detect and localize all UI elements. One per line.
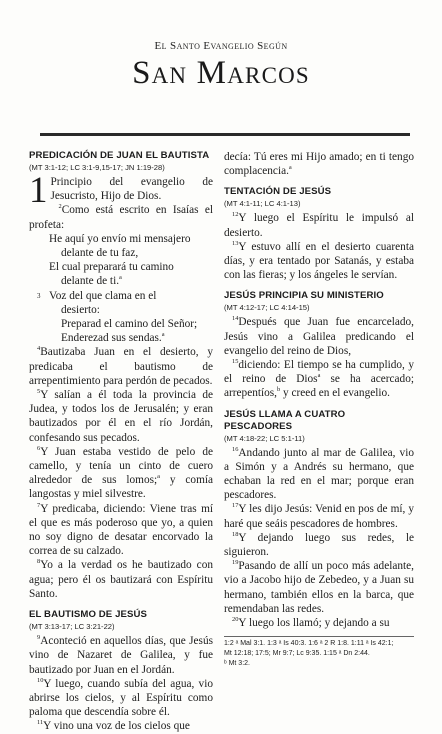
verse-text: y comía langostas y miel silvestre.: [29, 474, 214, 501]
verse-text: Andando junto al mar de Galilea, vio a Simón y a Andrés su hermano, que echaban la red en el mar; porque eran pescadores.: [224, 446, 414, 502]
verse-1: [29, 170, 213, 211]
section-title: PREDICACIÓN DE JUAN EL BAUTISTA: [29, 150, 210, 161]
verse-4: [29, 345, 213, 388]
verse-number: 15: [232, 358, 239, 366]
verse-number: 10: [37, 676, 44, 684]
verse-text: Principio del evangelio de Jesucristo, Hijo de Dios.: [50, 176, 213, 203]
footnote-marker: a: [288, 164, 292, 172]
verse-2: [29, 203, 213, 231]
verse-18: [224, 531, 414, 559]
verse-10: [29, 677, 213, 720]
poem-line: desierto:: [61, 303, 100, 316]
verse-number: 11: [37, 719, 44, 727]
section-references: (MT 3:1-12; LC 3:1-9,15-17; JN 1:19-28): [29, 163, 165, 172]
poem-line: Voz del que clama en el: [49, 289, 157, 302]
verse-text: Después que Juan fue encarcelado, Jesús vino a Galilea predicando el evangelio del reino de Dios,: [224, 316, 414, 357]
section-references: (MT 4:1-11; LC 4:1-13): [224, 199, 301, 209]
verse-9: [29, 634, 213, 677]
poem-quote-a: [29, 232, 213, 289]
verse-text: Y vino una voz de los cielos que: [43, 720, 190, 733]
footnote-marker: a: [157, 473, 160, 481]
left-column: [29, 150, 213, 734]
verse-17: [224, 502, 414, 530]
poem-line-text: delante de ti.: [61, 275, 120, 288]
header-rule: [40, 133, 410, 136]
footnote-line: 1:2 ᵃ Mal 3:1. 1:3 ᵃ Is 40:3. 1:6 ᵃ 2 R 1:8. 1:11 ᵃ Is 42:1;: [224, 640, 394, 648]
verse-text: diciendo: El tiempo se ha cumplido, y el reino de Dios: [224, 359, 414, 386]
book-title: San Marcos: [132, 55, 310, 91]
verse-20: [224, 616, 414, 630]
page-header: [0, 40, 442, 91]
footnotes: [224, 637, 414, 669]
verse-number: 18: [232, 531, 239, 539]
verse-number: 3: [37, 291, 41, 300]
verse-text: decía: Tú eres mi Hijo amado; en ti tengo complacencia.: [224, 151, 414, 178]
verse-text: Y Juan estaba vestido de pelo de camello, y tenía un cinto de cuero alrededor de sus lomos;: [29, 445, 213, 487]
section-title: EL BAUTISMO DE JESÚS: [29, 609, 148, 621]
verse-number: 20: [232, 616, 239, 624]
verse-number: 12: [232, 211, 239, 219]
verse-text: se ha acercado; arrepentíos,: [224, 373, 414, 400]
verse-text: Pasando de allí un poco más adelante, vio a Jacobo hijo de Zebedeo, y a Juan su hermano, también ellos en la barca, que remendaban las redes.: [224, 560, 414, 615]
verse-number: 14: [232, 315, 239, 323]
verse-text: Y dejando luego sus redes, le siguieron.: [224, 531, 414, 559]
poem-line: El cual preparará tu camino: [49, 261, 174, 274]
verse-text: Aconteció en aquellos días, que Jesús vino de Nazaret de Galilea, y fue bautizado por Juan en el Jordán.: [29, 635, 213, 676]
poem-line-text: Enderezad sus sendas.: [61, 332, 162, 345]
section-title: JESÚS LLAMA A CUATRO PESCADORES: [224, 408, 346, 432]
verse-text: y creed en el evangelio.: [280, 387, 390, 400]
poem-line: He aquí yo envío mi mensajero: [49, 232, 191, 245]
footnote-line: ᵇ Mt 3:2.: [224, 660, 250, 668]
section-references: (MT 4:18-22; LC 5:1-11): [224, 433, 305, 443]
footnote-marker: a: [317, 372, 321, 380]
verse-number: 9: [37, 634, 41, 642]
verse-14: [224, 315, 414, 358]
section-title: JESÚS PRINCIPIA SU MINISTERIO: [224, 290, 384, 302]
footnote-marker: a: [161, 331, 165, 339]
right-column: [224, 150, 414, 669]
verse-text: Y estuvo allí en el desierto cuarenta días, y era tentado por Satanás, y estaba con las fieras; y los ángeles le servían.: [224, 240, 414, 282]
verse-number: 17: [232, 502, 239, 510]
verse-19: [224, 559, 414, 616]
verse-text: Yo a la verdad os he bautizado con agua; pero él os bautizará con Espíritu Santo.: [29, 559, 213, 600]
verse-text: Y luego el Espíritu le impulsó al desierto.: [224, 212, 414, 239]
poem-line: Preparad el camino del Señor;: [61, 318, 198, 331]
verse-text: Y luego, cuando subía del agua, vio abrirse los cielos, y al Espíritu como paloma que descendía sobre él.: [29, 677, 213, 719]
footnote-marker: b: [277, 386, 281, 394]
poem-line: [49, 274, 213, 288]
verse-11-end: [224, 150, 414, 178]
verse-11-start: [29, 719, 213, 733]
verse-number: 6: [37, 445, 41, 453]
verse-text: Y luego los llamó; y dejando a su: [238, 617, 390, 630]
poem-line: delante de tu faz,: [61, 247, 139, 260]
poem-quote-b: [29, 289, 213, 346]
verse-13: [224, 240, 414, 283]
verse-8: [29, 558, 213, 601]
footnote-marker: a: [119, 274, 122, 282]
verse-16: [224, 446, 414, 503]
verse-15: [224, 358, 414, 401]
book-subtitle: El Santo Evangelio Según: [154, 40, 288, 52]
verse-number: 5: [37, 388, 41, 396]
poem-line: [49, 331, 213, 345]
verse-7: [29, 502, 213, 559]
verse-text: Y les dijo Jesús: Venid en pos de mí, y haré que seáis pescadores de hombres.: [224, 503, 414, 530]
verse-5: [29, 388, 213, 445]
verse-12: [224, 211, 414, 239]
verse-number: 4: [37, 345, 41, 353]
verse-text: Y salían a él toda la provincia de Judea, y todos los de Jerusalén; y eran bautizados por él en el río Jordán, confesando sus pecados.: [29, 389, 213, 444]
verse-text: Como está escrito en Isaías el profeta:: [29, 204, 213, 231]
verse-6: [29, 445, 213, 502]
section-references: (MT 3:13-17; LC 3:21-22): [29, 622, 115, 632]
verse-text: Y predicaba, diciendo: Viene tras mí el que es más poderoso que yo, a quien no soy digno de desatar encorvado la correa de su calzado.: [29, 502, 213, 558]
verse-number: 2: [58, 203, 62, 211]
verse-number: 7: [37, 501, 41, 509]
verse-number: 13: [232, 240, 239, 248]
verse-text: Bautizaba Juan en el desierto, y predicaba el bautismo de arrepentimiento para perdón de pecados.: [29, 346, 213, 387]
section-references: (MT 4:12-17; LC 4:14-15): [224, 303, 310, 313]
verse-number: 19: [232, 559, 239, 567]
verse-number: 8: [37, 558, 41, 566]
verse-number: 16: [232, 445, 239, 453]
footnote-line: Mt 12:18; 17:5; Mr 9:7; Lc 9:35. 1:15 ᵃ Dn 2:44.: [224, 650, 370, 658]
chapter-number: 1: [29, 170, 48, 211]
section-title: TENTACIÓN DE JESÚS: [224, 186, 332, 198]
